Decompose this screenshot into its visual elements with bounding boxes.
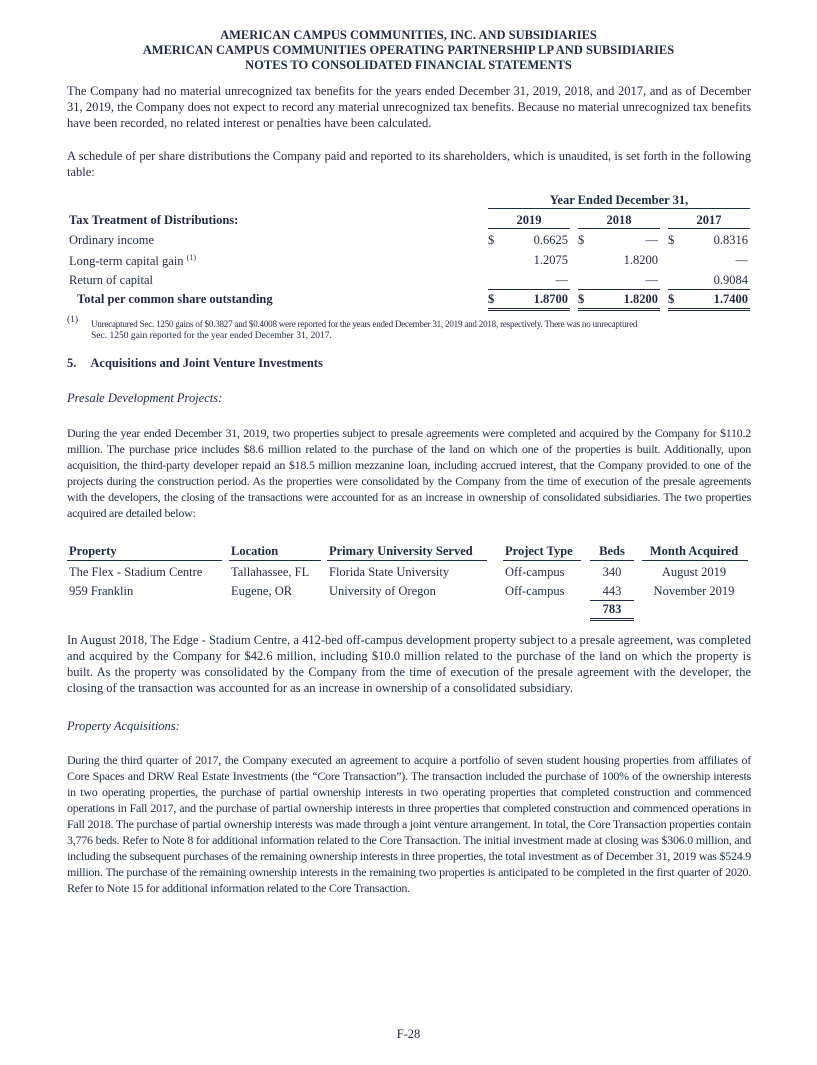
col-header-location: Location (231, 544, 279, 558)
col-header-month-acquired: Month Acquired (649, 544, 739, 558)
section-5-heading (67, 356, 323, 371)
presale-heading: Presale Development Projects: (67, 391, 223, 405)
col-header-property: Property (69, 544, 117, 558)
company-header-line2: AMERICAN CAMPUS COMMUNITIES OPERATING PARTNERSHIP LP AND SUBSIDIARIES (142, 43, 675, 57)
total-2018: 1.8200 (623, 292, 658, 306)
ordinary-income-2018: — (645, 233, 658, 247)
col-header-beds: Beds (599, 544, 625, 558)
currency-symbol: $ (668, 292, 675, 306)
col-2017-subtotal-rule (668, 289, 750, 290)
section-number: 5. (67, 356, 77, 370)
capital-gain-2017: — (735, 253, 748, 267)
section-title: Acquisitions and Joint Venture Investments (90, 356, 323, 370)
table-cell: Off-campus (505, 565, 565, 579)
table-cell: Florida State University (329, 565, 450, 579)
return-of-capital-2019: — (555, 273, 568, 287)
col-2018-subtotal-rule (578, 289, 660, 290)
project-type-header-underline (503, 560, 581, 561)
year-2019-header: 2019 (516, 213, 542, 227)
university-header-underline (327, 560, 487, 561)
currency-symbol: $ (578, 292, 585, 306)
table-cell: November 2019 (653, 584, 735, 598)
table-cell: Off-campus (505, 584, 565, 598)
edge-stadium-paragraph: In August 2018, The Edge - Stadium Centre, a 412-bed off-campus development property subject to a presale agreement, was completed and acquired by the Company for $42.6 million, including $10.0 million related to the purchase of the land on which the property is built. As the property was consolidated by the Company from the time of execution of the presale agreement with the developer, the closing of the transaction was accounted for as an increase in ownership of a consolidated subsidiary. (67, 633, 751, 695)
table-cell: Eugene, OR (231, 584, 293, 598)
col-2019-underline (488, 228, 570, 229)
location-header-underline (229, 560, 321, 561)
beds-subtotal-rule (590, 600, 634, 601)
footnote-marker: (1) (67, 315, 79, 325)
currency-symbol: $ (668, 233, 675, 247)
tax-treatment-header: Tax Treatment of Distributions: (69, 213, 239, 227)
col-2018-total-double-rule (578, 308, 660, 311)
month-header-underline (642, 560, 748, 561)
company-header-line1: AMERICAN CAMPUS COMMUNITIES, INC. AND SUBSIDIARIES (220, 28, 597, 42)
ordinary-income-2017: 0.8316 (713, 233, 748, 247)
page-number: F-28 (396, 1027, 421, 1041)
total-2019: 1.8700 (533, 292, 568, 306)
tax-benefits-paragraph: The Company had no material unrecognized tax benefits for the years ended December 31, 2019, 2018, and 2017, and as of December 31, 2019, the Company does not expect to record any material unrecognized tax benefits. Because no material unrecognized tax benefits have been recorded, no related interest or penalties have been calculated. (67, 84, 751, 130)
property-acquisitions-heading: Property Acquisitions: (67, 719, 180, 733)
footnote-line1: Unrecaptured Sec. 1250 gains of $0.3827 and $0.4008 were reported for the years ended December 31, 2019 and 2018, respectively. There was no unrecaptured (91, 319, 638, 329)
year-2017-header: 2017 (696, 213, 722, 227)
long-term-capital-gain-label: Long-term capital gain (69, 254, 184, 269)
col-2019-subtotal-rule (488, 289, 570, 290)
return-of-capital-2018: — (645, 273, 658, 287)
row-label-total: Total per common share outstanding (77, 292, 273, 306)
row-label-return-of-capital: Return of capital (69, 273, 153, 287)
beds-header-underline (590, 560, 634, 561)
year-2018-header: 2018 (606, 213, 632, 227)
table-cell: Tallahassee, FL (231, 565, 310, 579)
col-header-university: Primary University Served (329, 544, 473, 558)
currency-symbol: $ (578, 233, 585, 247)
table-cell: August 2019 (661, 565, 727, 579)
col-2017-total-double-rule (668, 308, 750, 311)
table-cell: 443 (602, 584, 622, 598)
col-2019-total-double-rule (488, 308, 570, 311)
presale-paragraph: During the year ended December 31, 2019, two properties subject to presale agreements were completed and acquired by the Company for $110.2 million. The purchase price includes $8.6 million related to the purchase of the land on which one of the properties is built. Additionally, upon acquisition, the third-party developer repaid an $18.5 million mezzanine loan, including accrued interest, that the Company provided to one of the projects during the construction period. As the properties were consolidated by the Company from the time of execution of the presale agreements with the developers, the closing of the transactions were accounted for as an increase in ownership of consolidated subsidiaries. The two properties acquired are detailed below: (67, 426, 751, 520)
table-cell: The Flex - Stadium Centre (69, 565, 203, 579)
col-2018-underline (578, 228, 660, 229)
year-ended-header: Year Ended December 31, (549, 193, 689, 207)
col-2017-underline (668, 228, 750, 229)
table-cell: University of Oregon (329, 584, 436, 598)
year-header-underline (488, 208, 750, 209)
ordinary-income-2019: 0.6625 (533, 233, 568, 247)
capital-gain-2018: 1.8200 (623, 253, 658, 267)
total-beds: 783 (602, 602, 622, 616)
footnote-ref-1: (1) (186, 253, 196, 262)
currency-symbol: $ (488, 233, 495, 247)
row-label-ordinary-income: Ordinary income (69, 233, 155, 247)
distributions-intro-paragraph: A schedule of per share distributions the Company paid and reported to its shareholders, which is unaudited, is set forth in the following table: (67, 149, 751, 179)
footnote-line2: Sec. 1250 gain reported for the year ended December 31, 2017. (91, 331, 332, 341)
property-header-underline (67, 560, 222, 561)
capital-gain-2019: 1.2075 (533, 253, 568, 267)
table-cell: 340 (602, 565, 622, 579)
beds-total-double-rule (590, 618, 634, 621)
total-2017: 1.7400 (713, 292, 748, 306)
table-cell: 959 Franklin (69, 584, 134, 598)
currency-symbol: $ (488, 292, 495, 306)
notes-header-line3: NOTES TO CONSOLIDATED FINANCIAL STATEMENTS (245, 58, 572, 72)
col-header-project-type: Project Type (505, 544, 573, 558)
core-transaction-paragraph: During the third quarter of 2017, the Company executed an agreement to acquire a portfolio of seven student housing properties from affiliates of Core Spaces and DRW Real Estate Investments (the “Core Transaction”). The transaction included the purchase of 100% of the ownership interests in two operating properties, the purchase of partial ownership interests in two operating properties that completed construction and commenced operations in Fall 2017, and the purchase of partial ownership interests in three properties that completed construction and commenced operations in Fall 2018. The purchase of partial ownership interests was made through a joint venture arrangement. In total, the Core Transaction properties contain 3,776 beds. Refer to Note 8 for additional information related to the Core Transaction. The initial investment made at closing was $306.0 million, and including the subsequent purchases of the remaining ownership interests in three properties, the total investment as of December 31, 2019 was $524.9 million. The purchase of the remaining ownership interests in the remaining two properties is anticipated to be completed in the first quarter of 2020. Refer to Note 15 for additional information related to the Core Transaction. (67, 753, 751, 895)
return-of-capital-2017: 0.9084 (713, 273, 748, 287)
row-label-long-term-capital-gain (69, 253, 196, 269)
